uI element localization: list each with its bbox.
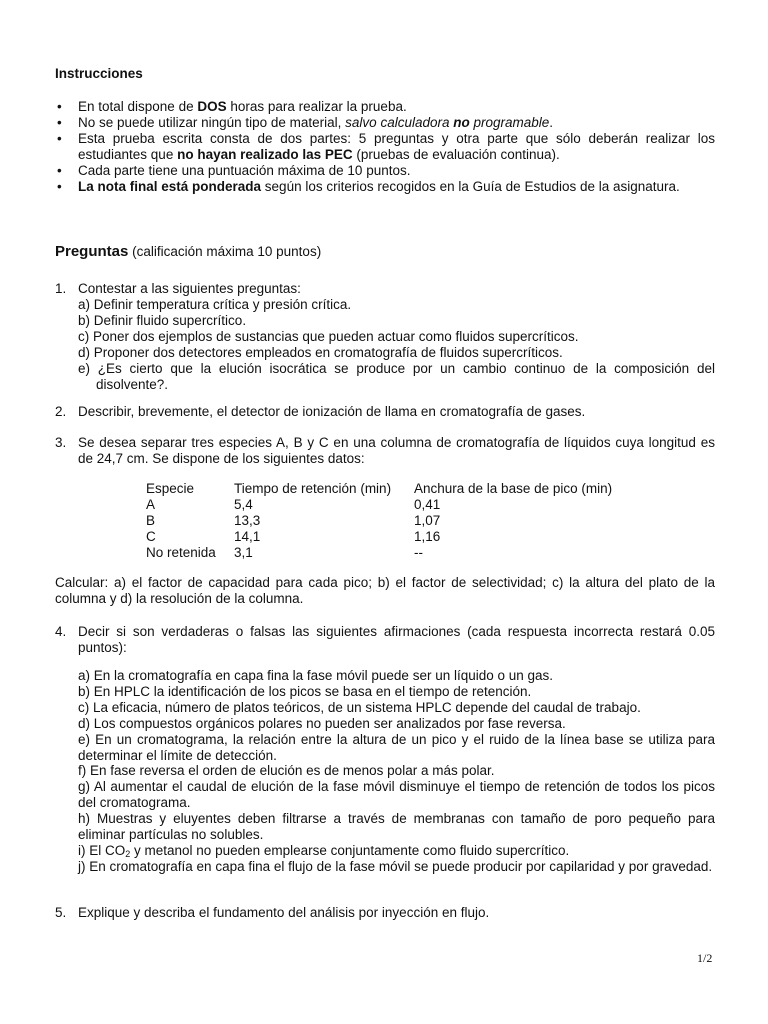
q1-item: a) Definir temperatura crítica y presión crítica. bbox=[78, 297, 352, 312]
table-row: No retenida 3,1 -- bbox=[146, 545, 423, 560]
table-row: B 13,3 1,07 bbox=[146, 513, 441, 528]
question-3: 3. Se desea separar tres especies A, B y C en una columna de cromatografía de líquidos cuya longitud es de 24,7 cm. Se dispone de los siguientes datos: bbox=[55, 435, 715, 466]
q1-item: d) Proponer dos detectores empleados en cromatografía de fluidos supercríticos. bbox=[78, 345, 563, 360]
question-5: 5. Explique y describa el fundamento del análisis por inyección en flujo. bbox=[55, 905, 490, 920]
q4-statements bbox=[78, 668, 715, 875]
q4-item: g) Al aumentar el caudal de elución de la fase móvil disminuye el tiempo de retención de todos los picos del cromatograma. bbox=[78, 779, 715, 811]
q1-item: b) Definir fluido supercrítico. bbox=[78, 313, 247, 328]
q4-item: i) El $CO_2$ y metanol no pueden emplearse conjuntamente como fluido supercrítico. bbox=[78, 842, 570, 859]
q1-item: c) Poner dos ejemplos de sustancias que pueden actuar como fluidos supercríticos. bbox=[78, 329, 579, 344]
q1-item: e) ¿Es cierto que la elución isocrática se produce por un cambio continuo de la composición del disolvente?. bbox=[78, 361, 715, 392]
question-1: 1. Contestar a las siguientes preguntas: a) Definir temperatura crítica y presión crítica. b) Definir fluido supercrítico. c) Poner dos ejemplos de sustancias que pueden actuar como fluidos supercríticos. d) Proponer dos detectores empleados en cromatografía de fluidos supercríticos. e) ¿Es cierto que la elución isocrática se produce por un cambio continuo de la composición del disolvente?. bbox=[55, 281, 715, 392]
questions-heading: Preguntas (calificación máxima 10 puntos) bbox=[55, 243, 322, 260]
q4-item: b) En HPLC la identificación de los picos se basa en el tiempo de retención. bbox=[78, 683, 532, 699]
q4-item: e) En un cromatograma, la relación entre la altura de un pico y el ruido de la línea base se utiliza para determinar el límite de detección. bbox=[78, 731, 715, 763]
instructions-heading: Instrucciones bbox=[55, 66, 143, 81]
retention-data-table bbox=[146, 481, 612, 561]
instruction-item: • En total dispone de DOS horas para realizar la prueba. bbox=[55, 99, 715, 115]
q4-item: j) En cromatografía en capa fina el flujo de la fase móvil se puede producir por capilaridad y por gravedad. bbox=[78, 858, 713, 874]
table-row: C 14,1 1,16 bbox=[146, 529, 441, 544]
q4-item: f) En fase reversa el orden de elución es de menos polar a más polar. bbox=[78, 763, 495, 779]
q4-item: d) Los compuestos orgánicos polares no pueden ser analizados por fase reversa. bbox=[78, 715, 566, 731]
table-header-row: Especie Tiempo de retención (min) Anchura de la base de pico (min) bbox=[146, 481, 613, 496]
q4-item: c) La eficacia, número de platos teóricos, de un sistema HPLC depende del caudal de trabajo. bbox=[78, 699, 641, 715]
instruction-item: • La nota final está ponderada según los criterios recogidos en la Guía de Estudios de la asignatura. bbox=[55, 179, 715, 195]
table-row: A 5,4 0,41 bbox=[146, 497, 441, 512]
instruction-item: • Esta prueba escrita consta de dos partes: 5 preguntas y otra parte que sólo deberán realizar los estudiantes que no hayan realizado las PEC (pruebas de evaluación continua). bbox=[55, 131, 715, 163]
instruction-item: • Cada parte tiene una puntuación máxima de 10 puntos. bbox=[55, 163, 715, 179]
q4-item: h) Muestras y eluyentes deben filtrarse a través de membranas con tamaño de poro pequeño para eliminar partículas no solubles. bbox=[78, 811, 715, 843]
q3-calculation-prompt: Calcular: a) el factor de capacidad para cada pico; b) el factor de selectividad; c) la altura del plato de la columna y d) la resolución de la columna. bbox=[55, 575, 715, 606]
q4-item: a) En la cromatografía en capa fina la fase móvil puede ser un líquido o un gas. bbox=[78, 668, 554, 683]
instructions-list bbox=[55, 99, 715, 195]
instruction-item: • No se puede utilizar ningún tipo de material, salvo calculadora no programable. bbox=[55, 115, 715, 131]
page-number: 1/2 bbox=[697, 951, 713, 965]
question-2: 2. Describir, brevemente, el detector de ionización de llama en cromatografía de gases. bbox=[55, 404, 586, 419]
question-4: 4. Decir si son verdaderas o falsas las siguientes afirmaciones (cada respuesta incorrecta restará 0.05 puntos): bbox=[55, 624, 715, 655]
